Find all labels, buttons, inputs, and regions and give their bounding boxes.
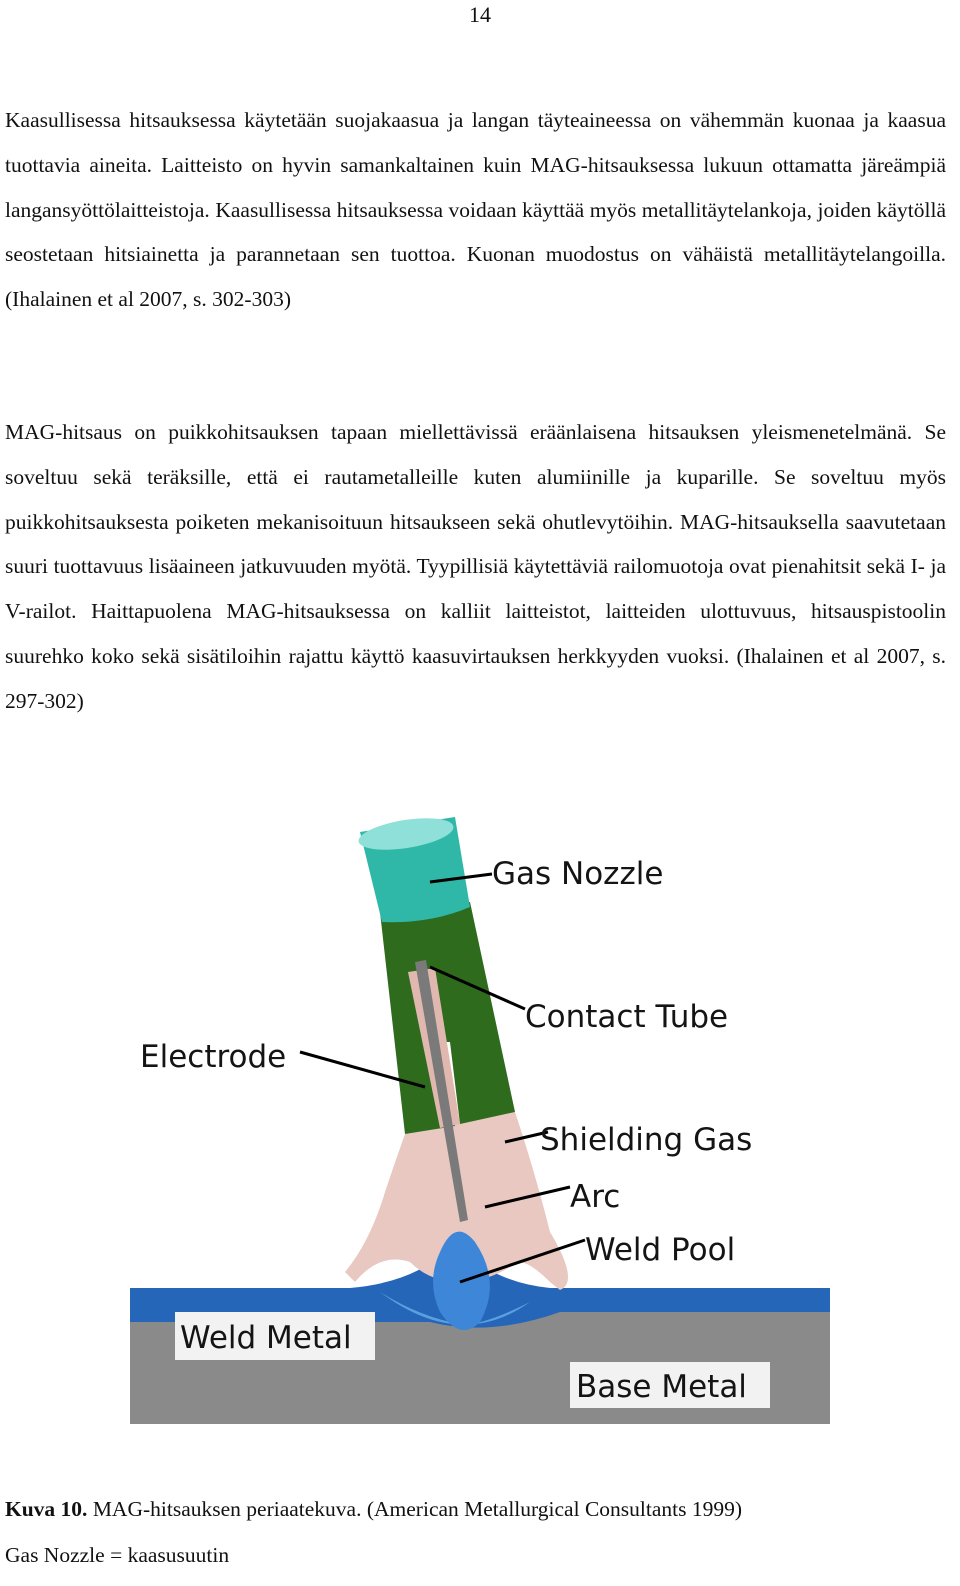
label-base-metal: Base Metal: [576, 1369, 747, 1405]
label-shielding-gas: Shielding Gas: [540, 1122, 753, 1158]
figure-caption: [5, 1494, 742, 1524]
label-contact-tube: Contact Tube: [525, 999, 729, 1035]
figure-diagram: [130, 812, 830, 1442]
label-weld-metal: Weld Metal: [180, 1320, 352, 1356]
paragraph-2: MAG-hitsaus on puikkohitsauksen tapaan miellettävissä eräänlaisena hitsauksen yleismenetelmänä. Se soveltuu sekä teräksille, että ei rautametalleille kuten alumiinille ja kuparille. Se soveltuu myös puikkohitsauksesta poiketen mekanisoituun hitsaukseen sekä ohutlevytöihin. MAG-hitsauksella saavutetaan suuri tuottavuus lisäaineen jatkuvuuden myötä. Tyypillisiä käytettäviä railomuotoja ovat pienahitsit sekä I- ja V-railot. Haittapuolena MAG-hitsauksessa on kalliit laitteistot, laitteiden ulottuvuus, hitsauspistoolin suurehko koko sekä sisätiloihin rajattu käyttö kaasuvirtauksen herkkyyden vuoksi. (Ihalainen et al 2007, s. 297-302): [5, 420, 946, 713]
paragraph-1: Kaasullisessa hitsauksessa käytetään suojakaasua ja langan täyteaineessa on vähemmän kuonaa ja kaasua tuottavia aineita. Laitteisto on hyvin samankaltainen kuin MAG-hitsauksessa lukuun ottamatta järeämpiä langansyöttölaitteistoja. Kaasullisessa hitsauksessa voidaan käyttää myös metallitäytelankoja, joiden käytöllä seostetaan hitsiainetta ja parannetaan sen tuottoa. Kuonan muodostus on vähäistä metallitäytelangoilla. (Ihalainen et al 2007, s. 302-303): [5, 108, 946, 312]
label-arc: Arc: [570, 1179, 621, 1215]
label-weld-pool: Weld Pool: [585, 1232, 736, 1268]
page-number: 14: [469, 2, 491, 27]
label-gas-nozzle: Gas Nozzle: [492, 856, 664, 892]
caption-text: MAG-hitsauksen periaatekuva. (American Metallurgical Consultants 1999): [87, 1497, 743, 1521]
caption-label: Kuva 10.: [5, 1497, 88, 1521]
mag-welding-figure: [130, 812, 830, 1442]
label-electrode: Electrode: [140, 1039, 287, 1075]
gas-nozzle-note: Gas Nozzle = kaasusuutin: [5, 1543, 230, 1567]
